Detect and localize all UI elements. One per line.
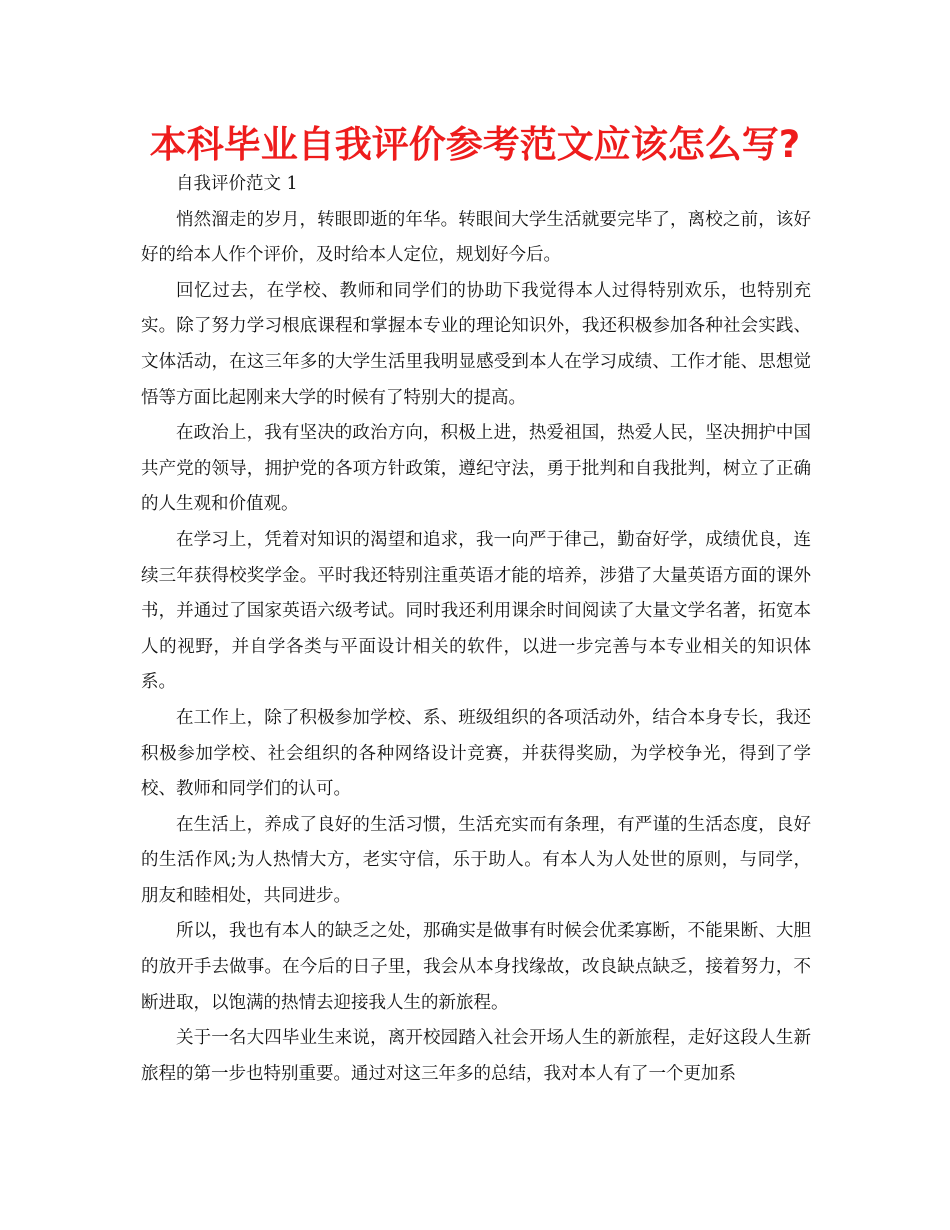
paragraph: 在工作上，除了积极参加学校、系、班级组织的各项活动外，结合本身专长，我还积极参加学校、社会组织的各种网络设计竞赛，并获得奖励，为学校争光，得到了学校、教师和同学们的认可。: [141, 707, 811, 800]
paragraph: 在政治上，我有坚决的政治方向，积极上进，热爱祖国，热爱人民，坚决拥护中国共产党的领导，拥护党的各项方针政策，遵纪守法，勇于批判和自我批判，树立了正确的人生观和价值观。: [141, 423, 811, 515]
paragraph: 回忆过去，在学校、教师和同学们的协助下我觉得本人过得特别欢乐，也特别充实。除了努力学习根底课程和掌握本专业的理论知识外，我还积极参加各种社会实践、文体活动，在这三年多的大学生活里我明显感受到本人在学习成绩、工作才能、思想觉悟等方面比起刚来大学的时候有了特别大的提高。: [141, 280, 811, 408]
paragraph: 在生活上，养成了良好的生活习惯，生活充实而有条理，有严谨的生活态度，良好的生活作风;为人热情大方，老实守信，乐于助人。有本人为人处世的原则，与同学，朋友和睦相处，共同进步。: [141, 814, 811, 906]
paragraph: 所以，我也有本人的缺乏之处，那确实是做事有时候会优柔寡断，不能果断、大胆的放开手去做事。在今后的日子里，我会从本身找缘故，改良缺点缺乏，接着努力，不断进取，以饱满的热情去迎接我人生的新旅程。: [141, 921, 811, 1013]
document-title: 本科毕业自我评价参考范文应该怎么写?: [149, 123, 801, 166]
section-subheading: 自我评价范文 1: [176, 174, 298, 194]
paragraph: 在学习上，凭着对知识的渴望和追求，我一向严于律己，勤奋好学，成绩优良，连续三年获得校奖学金。平时我还特别注重英语才能的培养，涉猎了大量英语方面的课外书，并通过了国家英语六级考试。同时我还利用课余时间阅读了大量文学名著，拓宽本人的视野，并自学各类与平面设计相关的软件，以进一步完善与本专业相关的知识体系。: [141, 529, 811, 693]
document-body: [141, 167, 811, 1092]
paragraph: 关于一名大四毕业生来说，离开校园踏入社会开场人生的新旅程，走好这段人生新旅程的第一步也特别重要。通过对这三年多的总结，我对本人有了一个更加系: [141, 1028, 811, 1084]
paragraph: 悄然溜走的岁月，转眼即逝的年华。转眼间大学生活就要完毕了，离校之前，该好好的给本人作个评价，及时给本人定位，规划好今后。: [141, 209, 811, 266]
